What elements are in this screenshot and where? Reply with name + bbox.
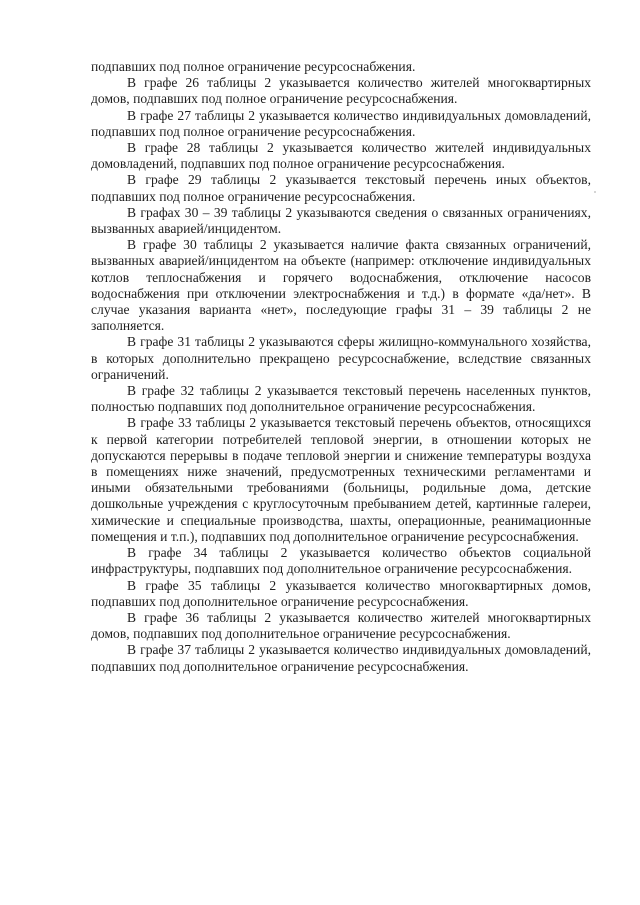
paragraph-continuation: подпавших под полное ограничение ресурсоснабжения. <box>91 59 416 74</box>
paragraph-column-31: В графе 31 таблицы 2 указываются сферы жилищно-коммунального хозяйства, в которых дополнительно прекращено ресурсоснабжение, вследствие связанных ограничений. <box>91 334 591 382</box>
paragraph-column-33: В графе 33 таблицы 2 указывается текстовый перечень объектов, относящихся к первой категории потребителей тепловой энергии, в отношении которых не допускаются перерывы в подаче тепловой энергии и снижение температуры воздуха в помещениях ниже значений, предусмотренных техническими регламентами и иными обязательными требованиями (больницы, родильные дома, детские дошкольные учреждения с круглосуточным пребыванием детей, картинные галереи, химические и специальные производства, шахты, операционные, реанимационные помещения и т.п.), подпавших под дополнительное ограничение ресурсоснабжения. <box>91 415 591 544</box>
paragraph-column-28: В графе 28 таблицы 2 указывается количество жителей индивидуальных домовладений, подпавших под полное ограничение ресурсоснабжения. <box>91 140 591 172</box>
paragraph-column-27: В графе 27 таблицы 2 указывается количество индивидуальных домовладений, подпавших под полное ограничение ресурсоснабжения. <box>91 107 591 139</box>
paragraph-column-32: В графе 32 таблицы 2 указывается текстовый перечень населенных пунктов, полностью подпавших под дополнительное ограничение ресурсоснабжения. <box>91 383 591 415</box>
paragraph-column-26: В графе 26 таблицы 2 указывается количество жителей многоквартирных домов, подпавших под полное ограничение ресурсоснабжения. <box>91 75 591 107</box>
paragraph-column-35: В графе 35 таблицы 2 указывается количество многоквартирных домов, подпавших под дополнительное ограничение ресурсоснабжения. <box>91 577 591 609</box>
paragraph-column-37: В графе 37 таблицы 2 указывается количество индивидуальных домовладений, подпавших под дополнительное ограничение ресурсоснабжения. <box>91 642 591 674</box>
paragraph-column-36: В графе 36 таблицы 2 указывается количество жителей многоквартирных домов, подпавших под дополнительное ограничение ресурсоснабжения. <box>91 609 591 642</box>
document-body <box>91 59 591 675</box>
paragraph-column-29: В графе 29 таблицы 2 указывается текстовый перечень иных объектов, подпавших под полное ограничение ресурсоснабжения. <box>91 172 591 204</box>
paragraph-column-34: В графе 34 таблицы 2 указывается количество объектов социальной инфраструктуры, подпавших под дополнительное ограничение ресурсоснабжения. <box>91 545 591 577</box>
scan-speck <box>594 191 596 193</box>
paragraph-column-30: В графе 30 таблицы 2 указывается наличие факта связанных ограничений, вызванных аварией/инцидентом на объекте (например: отключение индивидуальных котлов теплоснабжения и горячего водоснабжения, отключение насосов водоснабжения при отключении электроснабжения и т.д.) в формате «да/нет». В случае указания варианта «нет», последующие графы 31 – 39 таблицы 2 не заполняется. <box>91 237 591 334</box>
paragraph-columns-30-39: В графах 30 – 39 таблицы 2 указываются сведения о связанных ограничениях, вызванных аварией/инцидентом. <box>91 204 591 237</box>
